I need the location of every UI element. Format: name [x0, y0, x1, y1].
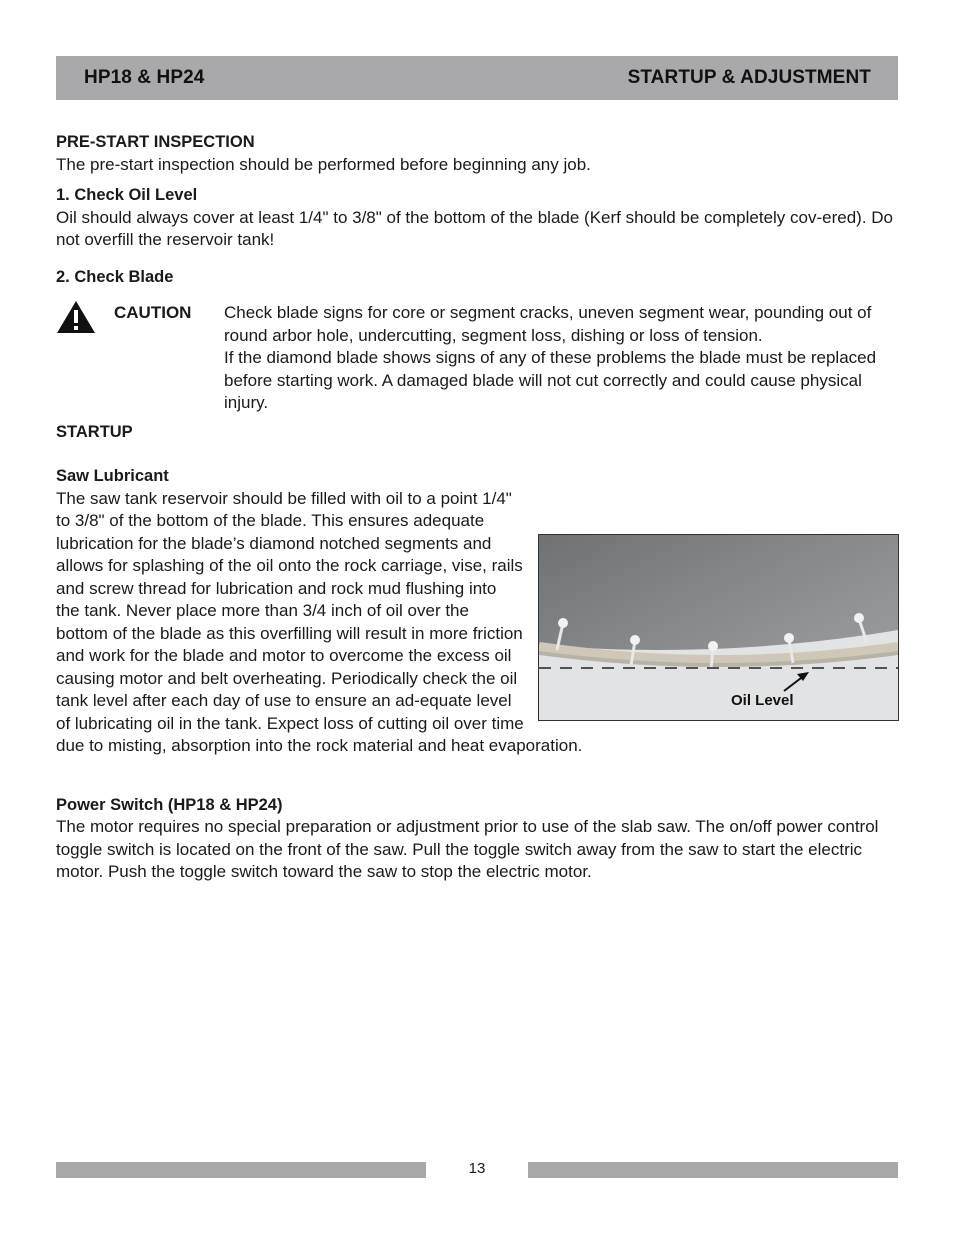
caution-text-line-2: If the diamond blade shows signs of any of these problems the blade must be replaced before starting work. A damaged blade will not cut correctly and could cause physical injury. [224, 348, 877, 412]
page-content [56, 131, 898, 884]
header-section-title: STARTUP & ADJUSTMENT [627, 67, 871, 88]
page-number: 13 [468, 1160, 486, 1177]
power-switch-paragraph: The motor requires no special preparation or adjustment prior to use of the slab saw. The on/off power control toggle switch is located on the front of the saw. Pull the toggle switch away from the saw to start the electric motor. Push the toggle switch toward the saw to stop the electric motor. [56, 817, 879, 881]
warning-triangle-icon [56, 300, 96, 334]
check-oil-paragraph: Oil should always cover at least 1/4" to 3/8" of the bottom of the blade (Kerf should be completely cov-ered). Do not overfill the reservoir tank! [56, 207, 894, 249]
prestart-paragraph: The pre-start inspection should be performed before beginning any job. [56, 154, 591, 174]
saw-blade-photo [539, 535, 898, 720]
saw-lubricant-heading: Saw Lubricant [56, 467, 169, 485]
oil-level-figure [538, 534, 899, 721]
check-oil-heading: 1. Check Oil Level [56, 186, 198, 204]
oil-level-label: Oil Level [731, 691, 794, 709]
saw-lubricant-paragraph: The saw tank reservoir should be filled with oil to a point 1/4" to 3/8" of the bottom of the blade. This ensures adequate lubrication for the blade’s diamond notched segments and allows for splashing of the oil onto the rock carriage, vise, rails and screw thread for lubrication and rock mud flushing into the tank. Never place more than 3/4 inch of oil over the bottom of the blade as this overfilling will result in more friction and work for the blade and motor to overcome the excess oil causing motor and belt overheating. Periodically check the oil tank level after each day of use to ensure an ad-equate level of lubricating oil in the tank. Expect loss of cutting oil over time due to misting, absorption into the rock material and heat evaporation. [56, 488, 583, 755]
lubricant-section [56, 488, 898, 758]
caution-text [224, 302, 896, 415]
page-header [56, 56, 898, 100]
startup-heading: STARTUP [56, 422, 133, 441]
header-model: HP18 & HP24 [84, 67, 205, 88]
power-switch-heading: Power Switch (HP18 & HP24) [56, 795, 283, 814]
caution-block [56, 302, 898, 415]
prestart-heading: PRE-START INSPECTION [56, 133, 255, 151]
check-blade-heading: 2. Check Blade [56, 267, 174, 286]
footer-bar-right [528, 1162, 898, 1178]
caution-label: CAUTION [114, 303, 192, 322]
caution-text-line-1: Check blade signs for core or segment cracks, uneven segment wear, pounding out of round arbor hole, undercutting, segment loss, dishing or loss of tension. [224, 303, 872, 345]
